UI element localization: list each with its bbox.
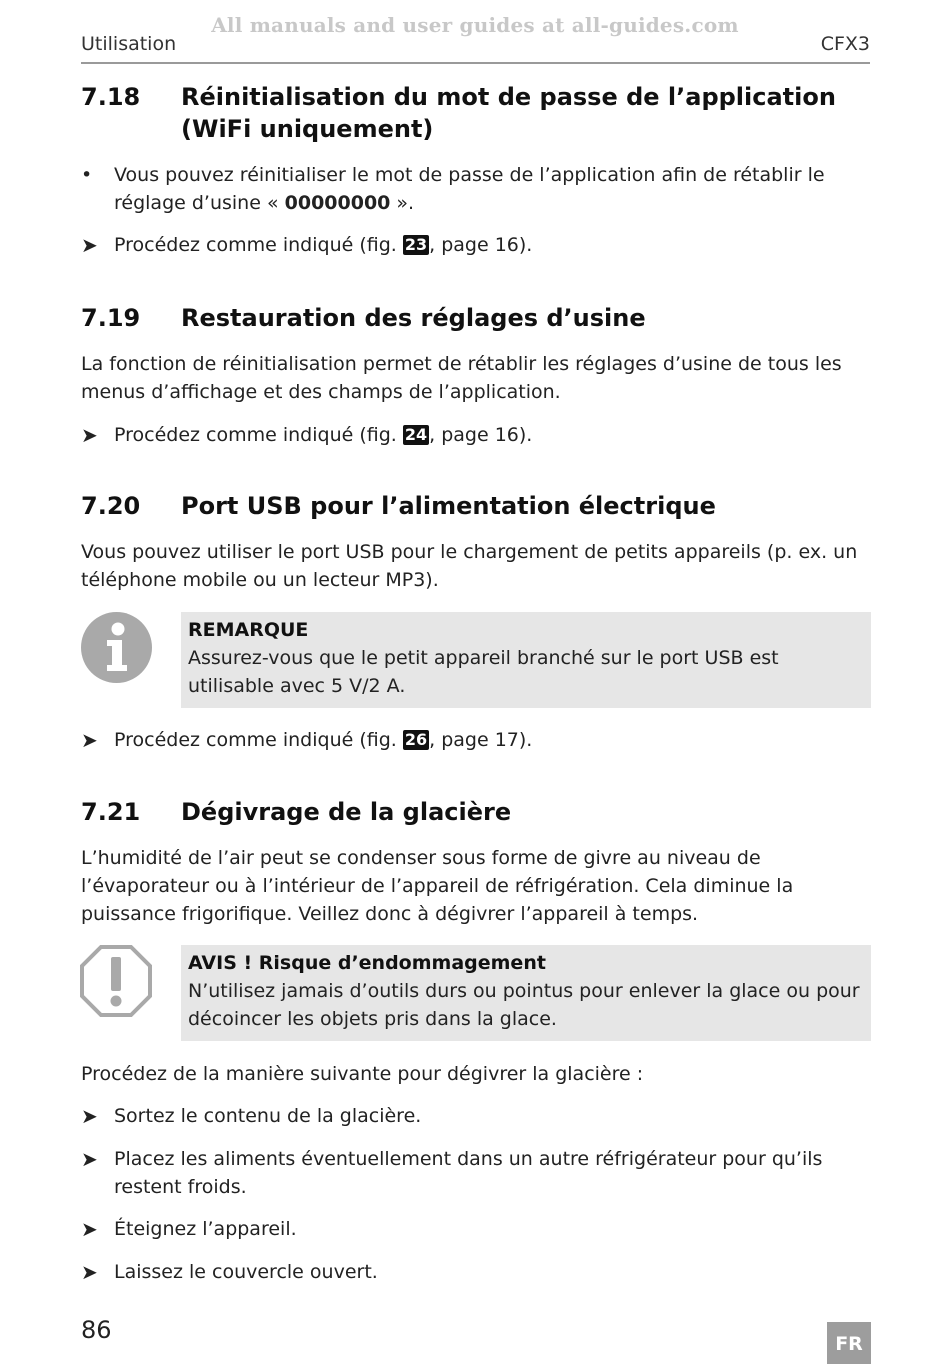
step-text: Sortez le contenu de la glacière. [114, 1105, 422, 1127]
step-text: Placez les aliments éventuellement dans un autre réfrigérateur pour qu’ils restent froids. [114, 1148, 823, 1198]
arrow-icon: ➤ [81, 728, 98, 752]
exclamation-octagon-icon [80, 945, 152, 1017]
section-heading: Dégivrage de la glacière [181, 798, 512, 826]
section-heading: Port USB pour l’alimentation électrique [181, 492, 716, 520]
step-item [81, 1215, 871, 1243]
step-item [81, 421, 871, 449]
page-number: 86 [81, 1316, 112, 1344]
warning-text: N’utilisez jamais d’outils durs ou pointus pour enlever la glace ou pour décoincer les objets pris dans la glace. [188, 980, 860, 1030]
step-item [81, 1258, 871, 1286]
note-text: Assurez-vous que le petit appareil branché sur le port USB est utilisable avec 5 V/2 A. [188, 647, 779, 697]
arrow-icon: ➤ [81, 1217, 98, 1241]
section-heading: Réinitialisation du mot de passe de l’application (WiFi uniquement) [181, 83, 836, 143]
arrow-icon: ➤ [81, 1260, 98, 1284]
paragraph: L’humidité de l’air peut se condenser sous forme de givre au niveau de l’évaporateur ou à l’intérieur de l’appareil de réfrigération. Cela diminue la puissance frigorifique. Veillez donc à dégivrer l’appareil à temps. [81, 847, 794, 925]
language-badge: FR [827, 1322, 871, 1364]
figure-ref: 23 [404, 235, 428, 254]
warning-box [181, 945, 871, 1041]
section-number: 7.19 [81, 304, 141, 332]
step-text: Procédez comme indiqué (fig. 26 , page 17). [114, 729, 533, 751]
default-password: 00000000 [284, 192, 391, 214]
arrow-icon: ➤ [81, 1147, 98, 1171]
paragraph: Procédez de la manière suivante pour dégivrer la glacière : [81, 1063, 644, 1085]
step-item [81, 1145, 871, 1201]
figure-ref: 24 [404, 425, 428, 444]
note-title: REMARQUE [188, 619, 309, 641]
section-title-7-21 [81, 796, 871, 828]
step-text: Procédez comme indiqué (fig. 23 , page 16). [114, 234, 533, 256]
bullet-item [81, 161, 871, 217]
bullet-mark: • [81, 164, 93, 186]
step-text: Procédez comme indiqué (fig. 24 , page 16). [114, 424, 533, 446]
warning-title: AVIS ! Risque d’endommagement [188, 952, 546, 974]
section-number: 7.20 [81, 492, 141, 520]
info-icon [81, 612, 152, 683]
note-box [181, 612, 871, 708]
arrow-icon: ➤ [81, 233, 98, 257]
step-item [81, 231, 871, 259]
paragraph: La fonction de réinitialisation permet de rétablir les réglages d’usine de tous les menus d’affichage et des champs de l’application. [81, 353, 842, 403]
section-title-7-20 [81, 490, 871, 522]
step-text: Laissez le couvercle ouvert. [114, 1261, 378, 1283]
section-number: 7.21 [81, 798, 141, 826]
section-title-7-19 [81, 302, 871, 334]
header-section-label: Utilisation [81, 33, 177, 55]
paragraph: Vous pouvez utiliser le port USB pour le chargement de petits appareils (p. ex. un téléphone mobile ou un lecteur MP3). [81, 541, 858, 591]
section-number: 7.18 [81, 83, 141, 111]
bullet-text: Vous pouvez réinitialiser le mot de passe de l’application afin de rétablir le réglage d’usine « 00000000 ». [114, 164, 825, 214]
page-header [81, 33, 870, 64]
watermark: All manuals and user guides at all-guides.com [211, 13, 739, 37]
arrow-icon: ➤ [81, 1104, 98, 1128]
section-title-7-18 [81, 81, 871, 145]
section-heading: Restauration des réglages d’usine [181, 304, 646, 332]
header-model-label: CFX3 [820, 33, 870, 55]
figure-ref: 26 [404, 730, 428, 749]
step-item [81, 726, 871, 754]
arrow-icon: ➤ [81, 423, 98, 447]
step-item [81, 1102, 871, 1130]
step-text: Éteignez l’appareil. [114, 1218, 297, 1240]
